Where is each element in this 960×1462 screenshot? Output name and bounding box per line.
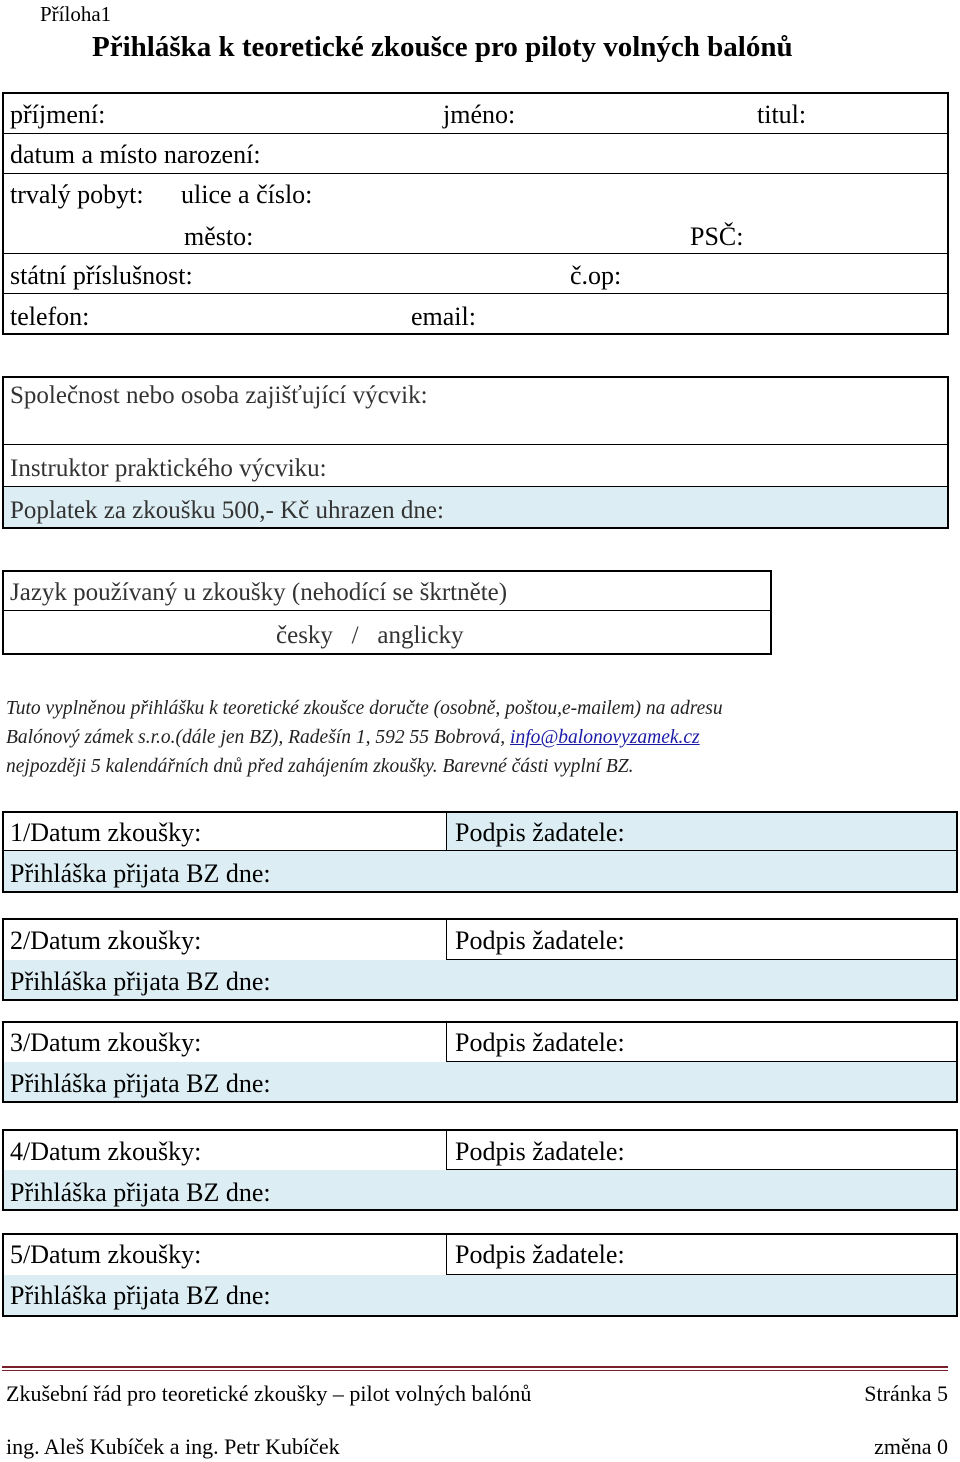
citizenship-label: státní příslušnost: <box>10 261 193 290</box>
footer-rule-thin <box>2 1370 948 1371</box>
row-divider <box>3 133 948 134</box>
city-label: město: <box>184 222 254 251</box>
instructor-label: Instruktor praktického výcviku: <box>10 455 327 482</box>
language-options: česky / anglicky <box>276 622 464 649</box>
row-divider <box>446 1274 957 1275</box>
instructions-line-3: nejpozději 5 kalendářních dnů před zahájením zkoušky. Barevné části vyplní BZ. <box>6 756 634 777</box>
attempt-accepted-label: Přihláška přijata BZ dne: <box>10 859 271 888</box>
attempt-sign-label: Podpis žadatele: <box>455 818 625 847</box>
row-divider <box>3 610 771 611</box>
annex-label: Příloha1 <box>40 2 112 26</box>
page-title: Přihláška k teoretické zkoušce pro piloty volných balónů <box>92 31 793 63</box>
column-divider <box>446 1130 447 1169</box>
row-divider <box>446 1169 957 1170</box>
phone-label: telefon: <box>10 302 90 331</box>
column-divider <box>446 1022 447 1061</box>
street-label: ulice a číslo: <box>181 180 313 209</box>
row-divider <box>3 444 948 445</box>
birth-label: datum a místo narození: <box>10 140 261 169</box>
attempt-sign-label: Podpis žadatele: <box>455 1240 625 1269</box>
attempt-date-label: 3/Datum zkoušky: <box>10 1028 202 1057</box>
attempt-accepted-label: Přihláška přijata BZ dne: <box>10 1178 271 1207</box>
attempt-date-label: 5/Datum zkoušky: <box>10 1240 202 1269</box>
email-link[interactable]: info@balonovyzamek.cz <box>510 727 700 748</box>
first-name-label: jméno: <box>443 100 516 129</box>
attempt-date-label: 4/Datum zkoušky: <box>10 1137 202 1166</box>
degree-label: titul: <box>757 100 807 129</box>
footer-rule <box>2 1366 948 1368</box>
email-label: email: <box>411 302 476 331</box>
footer-page-number: Stránka 5 <box>864 1381 948 1406</box>
attempt-sign-label: Podpis žadatele: <box>455 1137 625 1166</box>
attempt-sign-label: Podpis žadatele: <box>455 926 625 955</box>
row-divider <box>3 293 948 294</box>
attempt-accepted-label: Přihláška přijata BZ dne: <box>10 1281 271 1310</box>
column-divider <box>446 1234 447 1274</box>
row-divider <box>3 173 948 174</box>
footer-document-title: Zkušební řád pro teoretické zkoušky – pilot volných balónů <box>6 1381 532 1406</box>
language-label: Jazyk používaný u zkoušky (nehodící se škrtněte) <box>10 579 508 606</box>
row-divider <box>3 486 948 487</box>
instructions-address: Balónový zámek s.r.o.(dále jen BZ), Radešín 1, 592 55 Bobrová, <box>6 727 506 748</box>
residence-label: trvalý pobyt: <box>10 180 144 209</box>
row-divider <box>3 253 948 254</box>
attempt-accepted-label: Přihláška přijata BZ dne: <box>10 1069 271 1098</box>
surname-label: příjmení: <box>10 100 106 129</box>
fee-label: Poplatek za zkoušku 500,- Kč uhrazen dne: <box>10 497 444 524</box>
provider-label: Společnost nebo osoba zajišťující výcvik: <box>10 382 428 409</box>
postcode-label: PSČ: <box>690 222 744 251</box>
footer-revision: změna 0 <box>874 1434 948 1459</box>
attempt-sign-label: Podpis žadatele: <box>455 1028 625 1057</box>
row-divider <box>3 850 957 851</box>
attempt-date-label: 1/Datum zkoušky: <box>10 818 202 847</box>
instructions-line-2 <box>6 726 700 750</box>
row-divider <box>446 1061 957 1062</box>
attempt-date-label: 2/Datum zkoušky: <box>10 926 202 955</box>
footer-authors: ing. Aleš Kubíček a ing. Petr Kubíček <box>6 1434 340 1459</box>
id-card-label: č.op: <box>570 261 622 290</box>
attempt-accepted-label: Přihláška přijata BZ dne: <box>10 967 271 996</box>
column-divider <box>446 812 447 851</box>
row-divider <box>446 959 957 960</box>
instructions-line-1: Tuto vyplněnou přihlášku k teoretické zkoušce doručte (osobně, poštou,e-mailem) na adresu <box>6 698 723 719</box>
column-divider <box>446 919 447 959</box>
